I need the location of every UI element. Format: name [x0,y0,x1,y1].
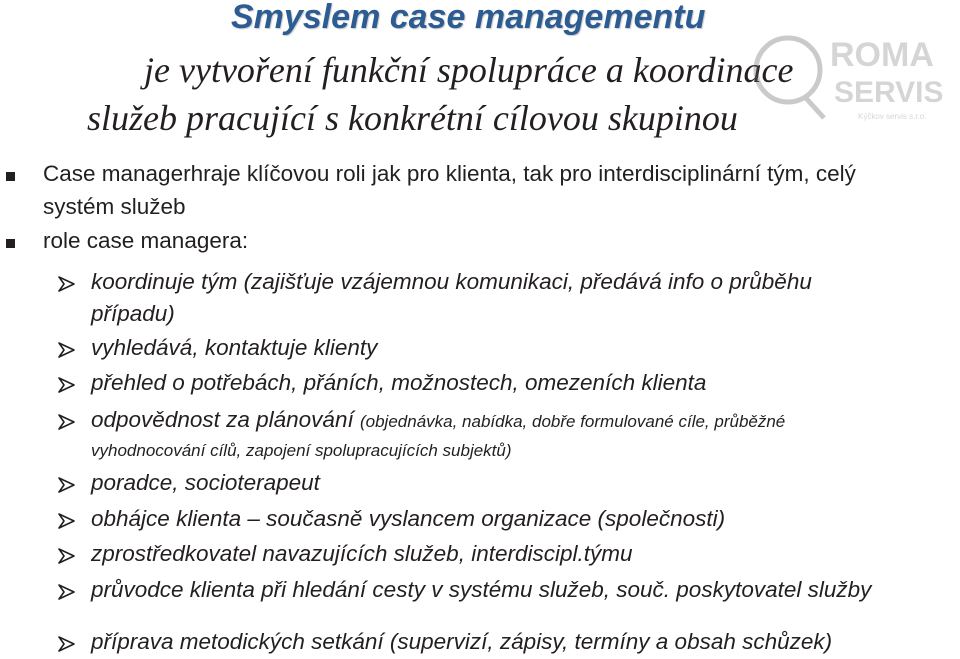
bullet-1-line-1: Case managerhraje klíčovou roli jak pro klienta, tak pro interdisciplinární tým, celý [43,161,856,186]
item-4-line-2: vyhodnocování cílů, zapojení spolupracujících subjektů) [91,441,512,460]
item-4-detail: (objednávka, nabídka, dobře formulované cíle, průběžné [359,412,786,431]
arrow-bullet-icon [57,341,77,359]
arrow-bullet-icon [57,413,77,431]
item-6: obhájce klienta – současně vyslancem organizace (společnosti) [91,506,726,531]
item-5: poradce, socioterapeut [91,470,320,495]
arrow-bullet-icon [57,583,77,601]
item-1-line-2: případu) [91,301,175,326]
subtitle-line-1: je vytvoření funkční spolupráce a koordinace [144,50,794,90]
square-bullet-icon [6,239,15,248]
item-7: zprostředkovatel navazujících služeb, interdiscipl.týmu [91,541,633,566]
arrow-bullet-icon [57,635,77,653]
bullet-2-line-1: role case managera: [43,228,249,253]
logo-caption: Kýčkov servis s.r.o. [858,112,927,121]
subtitle-line-2: služeb pracující s konkrétní cílovou skupinou [87,98,738,138]
square-bullet-icon [6,172,15,181]
logo-text-bottom: SERVIS [834,76,944,109]
bullet-1-line-2: systém služeb [43,194,186,219]
arrow-bullet-icon [57,275,77,293]
item-9: příprava metodických setkání (supervizí, zápisy, termíny a obsah schůzek) [91,629,833,654]
item-4-line-1 [91,407,785,433]
arrow-bullet-icon [57,547,77,565]
slide-title: Smyslem case managementu [231,0,706,36]
arrow-bullet-icon [57,512,77,530]
arrow-bullet-icon [57,376,77,394]
item-4-main: odpovědnost za plánování [91,407,354,432]
arrow-bullet-icon [57,476,77,494]
item-8: průvodce klienta při hledání cesty v systému služeb, souč. poskytovatel služby [91,577,872,602]
item-2: vyhledává, kontaktuje klienty [91,335,378,360]
item-3: přehled o potřebách, přáních, možnostech, omezeních klienta [91,370,707,395]
item-1-line-1: koordinuje tým (zajišťuje vzájemnou komunikaci, předává info o průběhu [91,269,812,294]
logo-text-top: ROMA [830,36,934,74]
roma-servis-logo [740,22,960,122]
